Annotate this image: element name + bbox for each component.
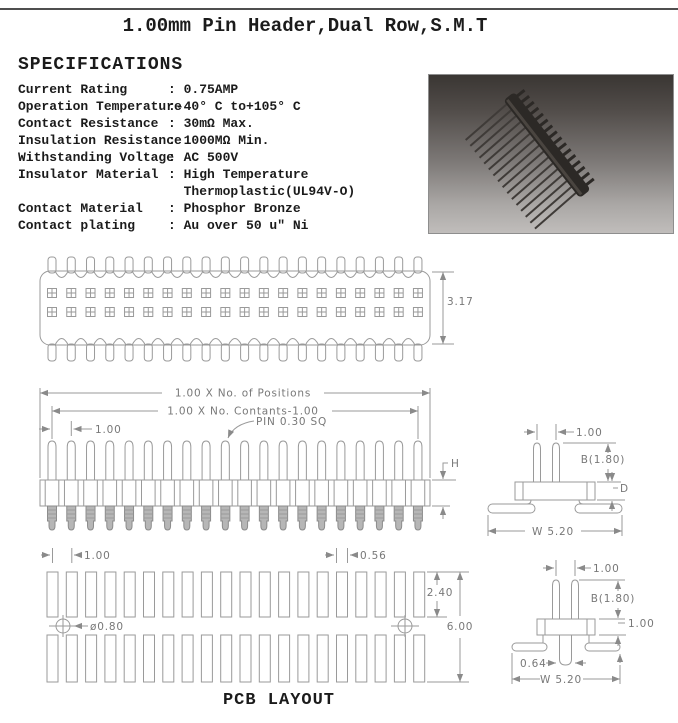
specifications-heading: SPECIFICATIONS — [18, 55, 184, 75]
drawing-pcb-layout — [36, 545, 486, 693]
specifications-table — [18, 81, 355, 234]
dim-total-text: 1.00 X No. of Positions — [174, 387, 312, 400]
dim-contacts-text: 1.00 X No. Contants-1.00 — [167, 405, 319, 418]
drawing-side-smt — [485, 410, 678, 540]
spec-row — [18, 149, 355, 166]
spec-value: : 0.75AMP — [168, 82, 239, 97]
center-peg — [560, 635, 572, 665]
spec-label: Insulation Resistance — [18, 133, 182, 148]
product-photo — [428, 74, 674, 234]
smt-feet — [512, 635, 620, 651]
dim-pitch — [39, 421, 92, 436]
spec-value: : High Temperature — [168, 167, 309, 182]
spec-label: Contact Material — [18, 201, 143, 216]
spec-row — [18, 166, 355, 183]
dim-pitch — [41, 548, 82, 563]
dim-w-text: W 5.20 — [532, 526, 574, 538]
pcb-layout-caption: PCB LAYOUT — [222, 691, 336, 710]
alignment-hole-right — [391, 615, 419, 637]
dim-body-height — [432, 272, 454, 344]
dim-h-text: H — [451, 458, 460, 470]
pin-header-photo-graphic — [429, 75, 673, 233]
dim-b-text: B(1.80) — [590, 593, 636, 605]
pcb-pads-top-row — [47, 572, 425, 617]
pin-leader-line — [228, 421, 254, 438]
dim-pitch — [543, 560, 591, 576]
spec-row — [18, 200, 355, 217]
spec-label: Withstanding Voltage — [18, 150, 175, 165]
dim-pitch-text: 1.00 — [593, 563, 620, 575]
front-view-pins — [48, 441, 422, 480]
drawing-top-view — [36, 253, 481, 371]
spec-label — [18, 183, 168, 200]
spec-value: : Phosphor Bronze — [168, 201, 301, 216]
dim-pad-width-text: 0.56 — [360, 550, 387, 562]
dim-pitch-text: 1.00 — [576, 427, 603, 439]
dim-height-text: 3.17 — [447, 296, 474, 308]
page-title: 1.00mm Pin Header,Dual Row,S.M.T — [122, 15, 488, 37]
side-pins — [553, 580, 579, 619]
dim-h — [432, 463, 456, 519]
spec-value: Thermoplastic(UL94V-O) — [168, 184, 356, 199]
spec-label: Current Rating — [18, 82, 128, 97]
spec-row — [18, 81, 355, 98]
drawing-side-peg — [495, 550, 678, 703]
side-pins — [534, 443, 560, 482]
body-end-lines — [545, 619, 587, 635]
dim-hole-text: ø0.80 — [90, 621, 124, 633]
alignment-hole-left — [49, 615, 77, 637]
photo-pins — [464, 90, 596, 228]
pcb-pads-bottom-row — [47, 635, 425, 682]
dim-w-text: W 5.20 — [540, 674, 582, 686]
spec-value: : Au over 50 u" Ni — [168, 218, 309, 233]
insulator-segment-lines — [45, 480, 425, 506]
dim-peg-width-text: 0.64 — [520, 658, 547, 670]
spec-value: : 1000MΩ Min. — [168, 133, 270, 148]
dim-pad-height-text: 2.40 — [426, 587, 454, 599]
spec-label: Contact plating — [18, 218, 136, 233]
spec-row — [18, 217, 355, 234]
spec-label: Contact Resistance — [18, 116, 159, 131]
connector-body-outline — [40, 271, 430, 345]
drawing-front-view — [36, 383, 476, 540]
spec-value: :-40° C to+105° C — [168, 99, 301, 114]
spec-label: Operation Temperature — [18, 99, 182, 114]
connector-body-side — [537, 619, 595, 635]
insulator-band — [40, 480, 430, 506]
dim-body-height-text: 1.00 — [628, 618, 655, 630]
spec-label: Insulator Material — [18, 167, 159, 182]
smt-feet — [488, 500, 622, 513]
spec-row — [18, 132, 355, 149]
dim-pitch-text: 1.00 — [95, 424, 122, 436]
dim-row-span-text: 6.00 — [446, 621, 474, 633]
connector-body-side — [515, 482, 595, 500]
spec-row — [18, 115, 355, 132]
pin-size-label: PIN 0.30 SQ — [256, 416, 328, 428]
top-divider — [0, 8, 678, 10]
dim-pitch-text: 1.00 — [84, 550, 111, 562]
body-end-lines — [523, 482, 587, 500]
dim-pitch — [524, 424, 574, 440]
contact-squares — [48, 289, 423, 317]
spec-value: : AC 500V — [168, 150, 239, 165]
dim-pad-width — [325, 548, 358, 563]
spec-row — [18, 98, 355, 115]
smt-tail-pins — [48, 506, 423, 530]
dim-b-text: B(1.80) — [580, 454, 626, 466]
dim-d-text: D — [620, 483, 629, 495]
spec-value: : 30mΩ Max. — [168, 116, 254, 131]
spec-row — [18, 183, 355, 200]
